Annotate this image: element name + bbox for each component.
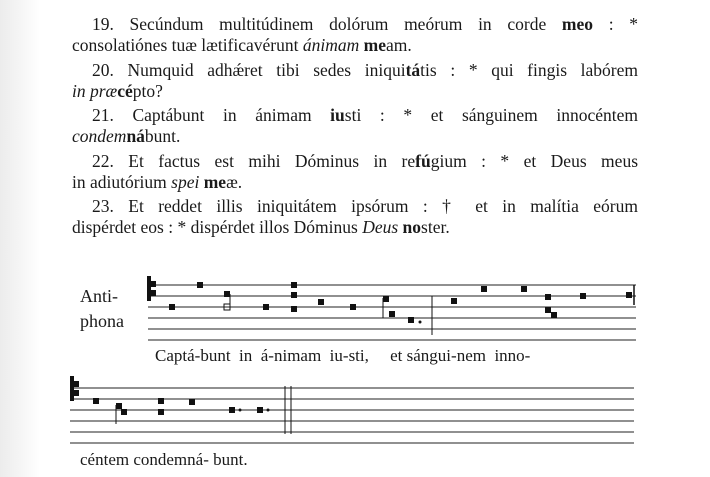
text-run: æ. [226, 171, 243, 192]
antiphon-label-line: Anti- [80, 286, 118, 306]
antiphon-label-line: phona [80, 311, 124, 331]
staff-2 [70, 388, 634, 443]
text-run: spei [171, 171, 200, 192]
text-run: 23. Et reddet illis iniquitátem ipsórum : † et in malítia eórum [92, 196, 638, 216]
text-run: ster. [421, 217, 450, 237]
text-run: me [363, 35, 386, 55]
text-run: Deus [362, 217, 399, 237]
text-run: cé [117, 80, 133, 101]
text-run: fú [415, 150, 431, 171]
text-run: sti : * et sánguinem innocéntem [344, 105, 638, 125]
text-run: 21. Captábunt in ánimam [92, 105, 331, 125]
text-run: iu [330, 105, 345, 125]
chant-lyrics-row-1: Captá-bunt in á-nimam iu-sti, et sángui-nem inno- [155, 346, 531, 365]
text-run: in adiutórium [72, 171, 172, 192]
text-run: 20. Numquid adhǽret tibi sedes iniqui [92, 59, 406, 80]
neumes-staff-1 [169, 282, 634, 335]
text-run: me [203, 171, 227, 192]
chant-lyrics-row-2: céntem condemná- bunt. [80, 450, 248, 469]
text-run: condem [72, 126, 127, 146]
text-run: pto? [132, 80, 163, 101]
clef-icon [147, 276, 156, 301]
text-run: 19. Secúndum multitúdinem dolórum meórum in corde [92, 14, 562, 34]
text-run: tis : * qui fingis labórem [420, 59, 638, 80]
text-run: tá [405, 59, 421, 80]
text-run: am. [385, 35, 412, 55]
text-run: dispérdet eos : * dispérdet illos Dóminus [72, 217, 363, 237]
text-run: consolatiónes tuæ lætificavérunt [72, 35, 303, 55]
text-run: meo [561, 14, 594, 34]
text-run: bunt. [144, 126, 181, 146]
text-run: 22. Et factus est mihi Dóminus in re [92, 150, 416, 171]
text-run: in præ [72, 80, 118, 101]
text-run: ánimam [302, 35, 360, 55]
text-run: ná [126, 126, 145, 146]
text-run: no [402, 217, 422, 237]
text-run: : * [593, 14, 638, 34]
text-run: gium : * et Deus meus [430, 150, 639, 171]
